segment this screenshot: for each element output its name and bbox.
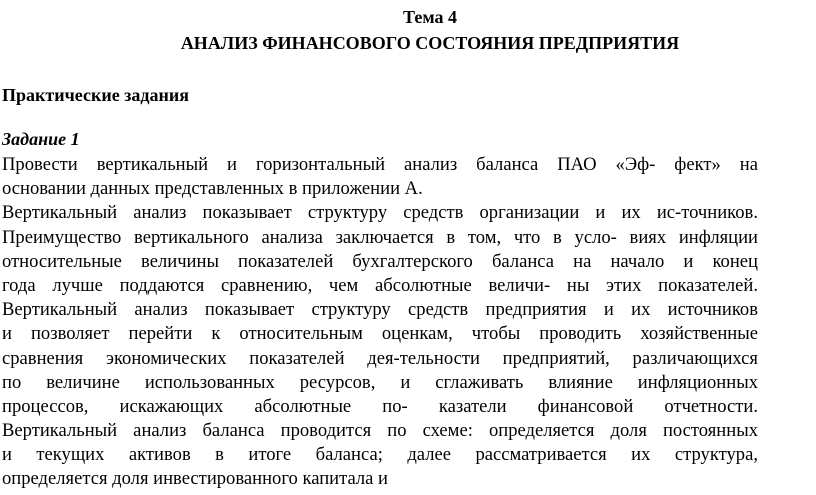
body-line: и текущих активов в итоге баланса; далее рассматривается их структура, (2, 444, 758, 466)
body-line: года лучше поддаются сравнению, чем абсолютные величи- ны этих показателей. (2, 274, 758, 296)
body-line: определяется доля инвестированного капитала и (2, 468, 389, 490)
topic-number: Тема 4 (403, 7, 457, 27)
body-line: Вертикальный анализ показывает структуру средств организации и их ис-точников. (2, 202, 758, 224)
body-line: и позволяет перейти к относительным оценкам, чтобы проводить хозяйственные (2, 323, 758, 345)
body-line: Провести вертикальный и горизонтальный анализ баланса ПАО «Эф- фект» на (2, 154, 758, 175)
body-line: сравнения экономических показателей дея-тельности предприятий, различающихся (2, 347, 758, 369)
section-heading: Практические задания (2, 85, 189, 105)
task-body (2, 153, 758, 492)
body-line: Вертикальный анализ баланса проводится по схеме: определяется доля постоянных (2, 420, 758, 442)
body-line: по величине использованных ресурсов, и сглаживать влияние инфляционных (2, 371, 758, 393)
body-line: основании данных представленных в приложении А. (2, 178, 423, 200)
body-line: Вертикальный анализ показывает структуру средств предприятия и их источников (2, 299, 758, 321)
topic-title: АНАЛИЗ ФИНАНСОВОГО СОСТОЯНИЯ ПРЕДПРИЯТИЯ (180, 33, 680, 53)
task-label: Задание 1 (2, 129, 80, 149)
body-line: процессов, искажающих абсолютные по- казатели финансовой отчетности. (2, 395, 758, 417)
body-line: относительные величины показателей бухгалтерского баланса на начало и конец (2, 250, 758, 272)
body-line: Преимущество вертикального анализа заключается в том, что в усло- виях инфляции (2, 226, 758, 248)
